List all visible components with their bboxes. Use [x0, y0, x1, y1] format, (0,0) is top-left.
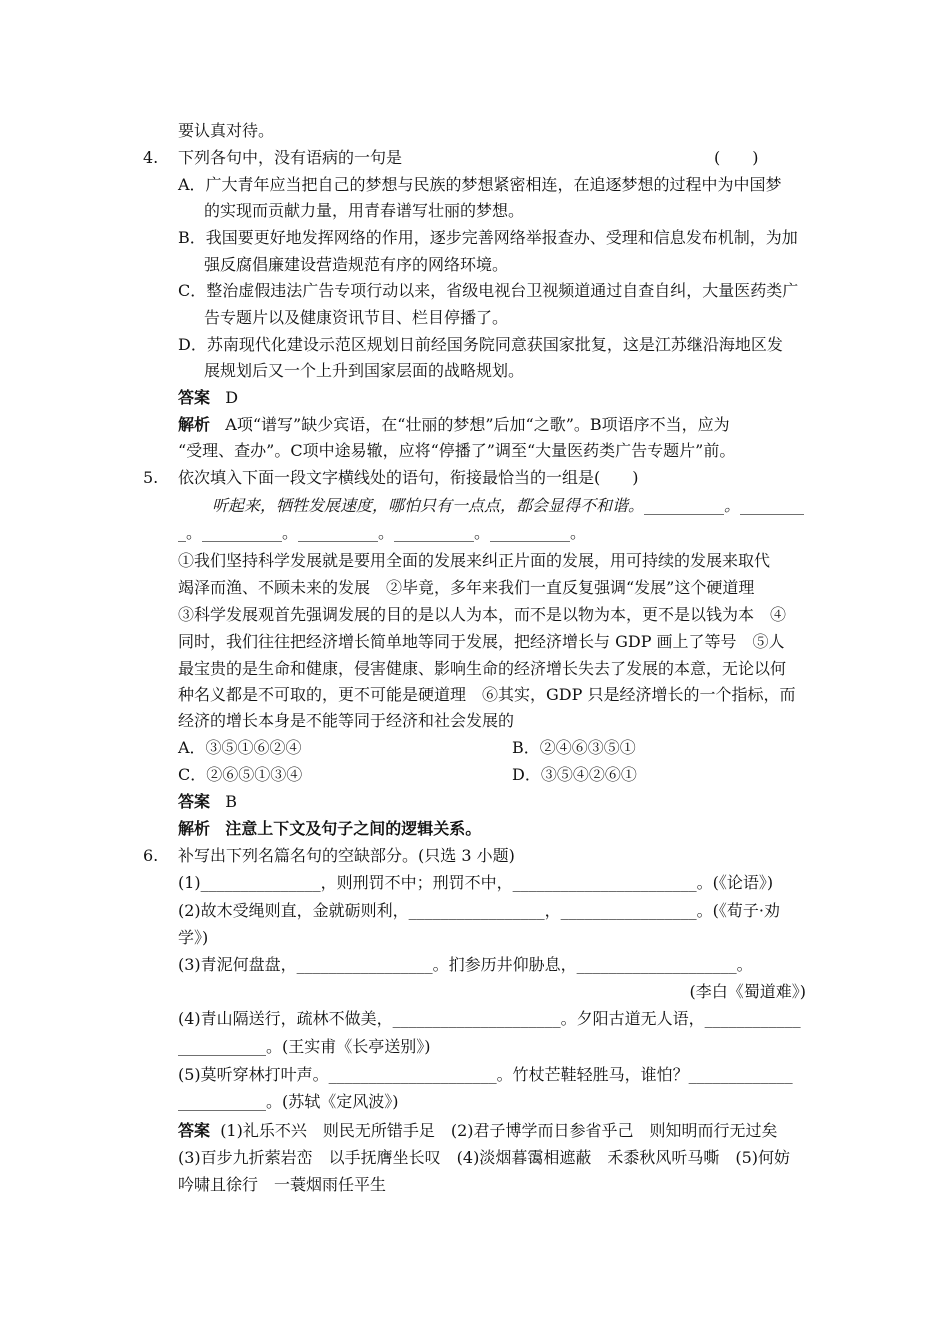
q6-item-3: (3)青泥何盘盘，_________________。扪参历井仰胁息，____________________。 — [178, 955, 753, 974]
q5-number: 5. — [143, 468, 159, 487]
q6-item-5-cont: ___________。(苏轼《定风波》) — [178, 1092, 399, 1111]
q6-number: 6. — [143, 846, 159, 865]
q4-option-b: B．我国要更好地发挥网络的作用，逐步完善网络举报查办、受理和信息发布机制，为加 — [178, 228, 798, 247]
q4-analysis — [178, 412, 730, 438]
q6-answer-cont: 吟啸且徐行 一蓑烟雨任平生 — [178, 1175, 387, 1194]
q5-sentence-line: 最宝贵的是生命和健康，侵害健康、影响生命的经济增长失去了发展的本意，无论以何 — [178, 659, 787, 678]
q6-item-1: (1)_______________，则刑罚不中；刑罚不中，_______________________。(《论语》) — [178, 873, 774, 892]
q5-option-d: D．③⑤④②⑥① — [512, 765, 637, 784]
q6-answer-label: 答案 — [178, 1121, 211, 1140]
q5-option-a: A．③⑤①⑥②④ — [178, 738, 302, 757]
q4-analysis-label: 解析 — [178, 415, 211, 434]
q6-item-3-source: (李白《蜀道难》) — [689, 982, 806, 1001]
q4-stem: 下列各句中，没有语病的一句是 — [178, 148, 403, 167]
q6-stem: 补写出下列名篇名句的空缺部分。(只选 3 小题) — [178, 846, 515, 865]
q5-answer-label: 答案 — [178, 792, 211, 811]
q6-answer-cont: (3)百步九折萦岩峦 以手抚膺坐长叹 (4)淡烟暮霭相遮蔽 禾黍秋风听马嘶 (5)何妨 — [178, 1148, 790, 1167]
q6-answer — [178, 1118, 778, 1144]
q6-item-4: (4)青山隔送行，疏林不做美，_____________________。夕阳古道无人语，____________ — [178, 1009, 801, 1028]
q4-option-a-cont: 的实现而贡献力量，用青春谱写壮丽的梦想。 — [204, 201, 525, 220]
q6-item-2-cont: 学》) — [178, 928, 209, 947]
q5-analysis-text: 注意上下文及句子之间的逻辑关系。 — [225, 819, 482, 838]
q5-analysis-label: 解析 — [178, 819, 211, 838]
q5-option-b: B．②④⑥③⑤① — [512, 738, 636, 757]
q4-option-b-cont: 强反腐倡廉建设营造规范有序的网络环境。 — [204, 255, 509, 274]
q5-sentence-line: ③科学发展观首先强调发展的目的是以人为本，而不是以物为本，更不是以钱为本 ④ — [178, 605, 787, 624]
q4-option-c: C．整治虚假违法广告专项行动以来，省级电视台卫视频道通过自查自纠，大量医药类广 — [178, 281, 799, 300]
q4-answer — [178, 385, 238, 411]
q5-sentence-line: 竭泽而渔、不顾未来的发展 ②毕竟，多年来我们一直反复强调“发展”这个硬道理 — [178, 578, 755, 597]
q6-item-2: (2)故木受绳则直，金就砺则利，_________________，_________________。(《荀子·劝 — [178, 901, 780, 920]
q5-answer-value: B — [225, 792, 238, 811]
q6-answer-text: (1)礼乐不兴 则民无所错手足 (2)君子博学而日参省乎己 则知明而行无过矣 — [220, 1121, 778, 1140]
q4-option-c-cont: 告专题片以及健康资讯节目、栏目停播了。 — [204, 308, 509, 327]
q4-analysis-cont: “受理、查办”。C项中途易辙，应将“停播了”调至“大量医药类广告专题片”前。 — [178, 441, 736, 460]
q4-number: 4. — [143, 148, 159, 167]
q5-sentence-line: 同时，我们往往把经济增长简单地等同于发展，把经济增长与 GDP 画上了等号 ⑤人 — [178, 632, 785, 651]
q5-sentence-line: ①我们坚持科学发展就是要用全面的发展来纠正片面的发展，用可持续的发展来取代 — [178, 551, 771, 570]
q5-sentence-line: 种名义都是不可取的，更不可能是硬道理 ⑥其实，GDP 只是经济增长的一个指标，而 — [178, 685, 796, 704]
q4-answer-paren: ( ) — [714, 148, 759, 167]
q4-analysis-text: A项“谱写”缺少宾语，在“壮丽的梦想”后加“之歌”。B项语序不当，应为 — [225, 415, 730, 434]
q5-sentence-line: 经济的增长本身是不能等同于经济和社会发展的 — [178, 711, 515, 730]
q4-answer-value: D — [225, 388, 239, 407]
q5-option-c: C．②⑥⑤①③④ — [178, 765, 303, 784]
q4-option-a: A．广大青年应当把自己的梦想与民族的梦想紧密相连，在追逐梦想的过程中为中国梦 — [178, 175, 782, 194]
q6-item-4-cont: ___________。(王实甫《长亭送别》) — [178, 1037, 431, 1056]
q4-answer-label: 答案 — [178, 388, 211, 407]
intro-tail: 要认真对待。 — [178, 121, 275, 140]
q5-answer — [178, 789, 237, 815]
q5-passage: 听起来，牺牲发展速度，哪怕只有一点点，都会显得不和谐。__________。________ — [212, 496, 805, 515]
q4-option-d-cont: 展规划后又一个上升到国家层面的战略规划。 — [204, 361, 525, 380]
q6-item-5: (5)莫听穿林打叶声。_____________________。竹杖芒鞋轻胜马，谁怕？_____________ — [178, 1065, 793, 1084]
q5-analysis — [178, 816, 481, 842]
q5-stem: 依次填入下面一段文字横线处的语句，衔接最恰当的一组是( ) — [178, 468, 639, 487]
q4-option-d: D．苏南现代化建设示范区规划日前经国务院同意获国家批复，这是江苏继沿海地区发 — [178, 335, 783, 354]
q5-passage-blanks: _。__________。__________。__________。__________。 — [178, 523, 587, 542]
